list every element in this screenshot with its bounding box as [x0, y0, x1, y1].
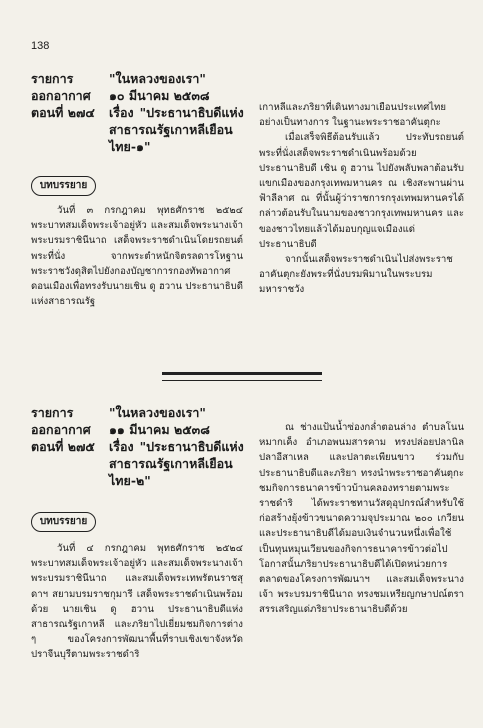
program-row: [31, 70, 261, 87]
airdate-label: ออกอากาศ: [31, 422, 91, 437]
page-number: 138: [31, 40, 50, 52]
title-line-2: สาธารณรัฐเกาหลีเยือน: [109, 456, 233, 471]
episode-2-right-column: [259, 420, 464, 618]
program-label: รายการ: [31, 405, 74, 420]
title-line-3: ไทย-๑": [109, 139, 151, 154]
airdate-label: ออกอากาศ: [31, 88, 91, 103]
subject-label: เรื่อง: [109, 105, 134, 120]
program-label: รายการ: [31, 71, 74, 86]
narration-badge: บทบรรยาย: [31, 512, 96, 532]
episode-2-header: [31, 404, 261, 489]
paragraph: เมื่อเสร็จพิธีต้อนรับแล้ว ประทับรถยนต์พระที่นั่งเสด็จพระราชดำเนินพร้อมด้วยประธานาธิบดี เชิน ดู ฮวาน ไปยังพลับพลาต้อนรับแขกเมืองของกรุงเทพมหานคร ณ เชิงสะพานผ่านฟ้าลีลาศ ณ ที่นั้นผู้ว่าราชการกรุงเทพมหานครได้กล่าวต้อนรับในนามของชาวกรุงเทพมหานคร และของชาวไทยแล้วได้มอบกุญแจเมืองแด่ประธานาธิบดี: [259, 132, 464, 250]
paragraph: วันที่ ๔ กรกฎาคม พุทธศักราช ๒๕๒๔ พระบาทสมเด็จพระเจ้าอยู่หัว และสมเด็จพระนางเจ้า พระบรมราชินีนาถ และสมเด็จพระเทพรัตนราชสุดาฯ สยามบรมราชกุมารี เสด็จพระราชดำเนินพร้อมด้วย นายเชิน ดู ฮวาน ประธานาธิบดีแห่งสาธารณรัฐเกาหลี และภริยาไปเยี่ยมชมกิจการต่าง ๆ ของโครงการพัฒนาพื้นที่ราบเชิงเขาจังหวัดปราจีนบุรีตามพระราชดำริ: [31, 543, 243, 661]
paragraph: ณ ช่างแป้นน้ำซ่องกล่ำตอนล่าง ตำบลโนนหมากเค็ง อำเภอพนมสารคาม ทรงปล่อยปลานิล ปลาอีสาเหล และปลาตะเพียนขาว ร่วมกับประธานาธิบดีและภริยา ทรงนำพระราชอาคันตุกะชมกิจการธนาคารข้าวบ้านคลองทรายตามพระราชดำริ ได้พระราชทานวัสดุอุปกรณ์สำหรับใช้ก่อสร้างยุ้งข้าวขนาดความจุประมาณ ๒๐๐ เกวียน และประธานาธิบดีได้มอบเงินจำนวนหนึ่งเพื่อใช้เป็นทุนหมุนเวียนของกิจการธนาคารข้าวต่อไป โอกาสนั้นภริยาประธานาธิบดีได้เปิดหน่วยการตลาดของโครงการพัฒนาฯ และสมเด็จพระนางเจ้า พระบรมราชินีนาถ ทรงชมเหรียญกษาปณ์ตราสรรเสริญแด่ภริยาประธานาธิบดีด้วย: [259, 422, 464, 616]
section-divider: [162, 372, 322, 381]
airdate-row: [31, 87, 261, 104]
episode-label: ตอนที่ ๒๗๕: [31, 439, 95, 454]
title-line-3: ไทย-๒": [109, 473, 151, 488]
paragraph: เกาหลีและภริยาที่เดินทางมาเยือนประเทศไทยอย่างเป็นทางการ ในฐานะพระราชอาคันตุกะ: [259, 102, 446, 129]
episode-row: [31, 104, 261, 121]
paragraph: จากนั้นเสด็จพระราชดำเนินไปส่งพระราชอาคันตุกะยังพระที่นั่งบรมพิมานในพระบรมมหาราชวัง: [259, 254, 453, 296]
title-line-2: สาธารณรัฐเกาหลีเยือน: [109, 122, 233, 137]
program-name: "ในหลวงของเรา": [109, 71, 206, 86]
program-row: [31, 404, 261, 421]
title-line-1: "ประธานาธิบดีแห่ง: [139, 439, 244, 454]
airdate-value: ๑๐ มีนาคม ๒๕๓๘: [109, 88, 210, 103]
airdate-row: [31, 421, 261, 438]
airdate-value: ๑๑ มีนาคม ๒๕๓๘: [109, 422, 210, 437]
episode-1-header: [31, 70, 261, 155]
title-line-1: "ประธานาธิบดีแห่ง: [139, 105, 244, 120]
narration-badge: บทบรรยาย: [31, 176, 96, 196]
subject-label: เรื่อง: [109, 439, 134, 454]
episode-1-right-column: [259, 100, 464, 298]
episode-1-left-column: [31, 203, 243, 309]
episode-2-left-column: [31, 541, 243, 663]
episode-row: [31, 438, 261, 455]
episode-label: ตอนที่ ๒๗๔: [31, 105, 95, 120]
paragraph: วันที่ ๓ กรกฎาคม พุทธศักราช ๒๕๒๔ พระบาทสมเด็จพระเจ้าอยู่หัว และสมเด็จพระนางเจ้า พระบรมราชินีนาถ เสด็จพระราชดำเนินโดยรถยนต์พระที่นั่ง จากพระตำหนักจิตรลดารโหฐาน พระราชวังดุสิตไปยังกองบัญชาการกองทัพอากาศดอนเมืองเพื่อทรงรับนายเชิน ดู ฮวาน ประธานาธิบดีแห่งสาธารณรัฐ: [31, 205, 243, 308]
program-name: "ในหลวงของเรา": [109, 405, 206, 420]
